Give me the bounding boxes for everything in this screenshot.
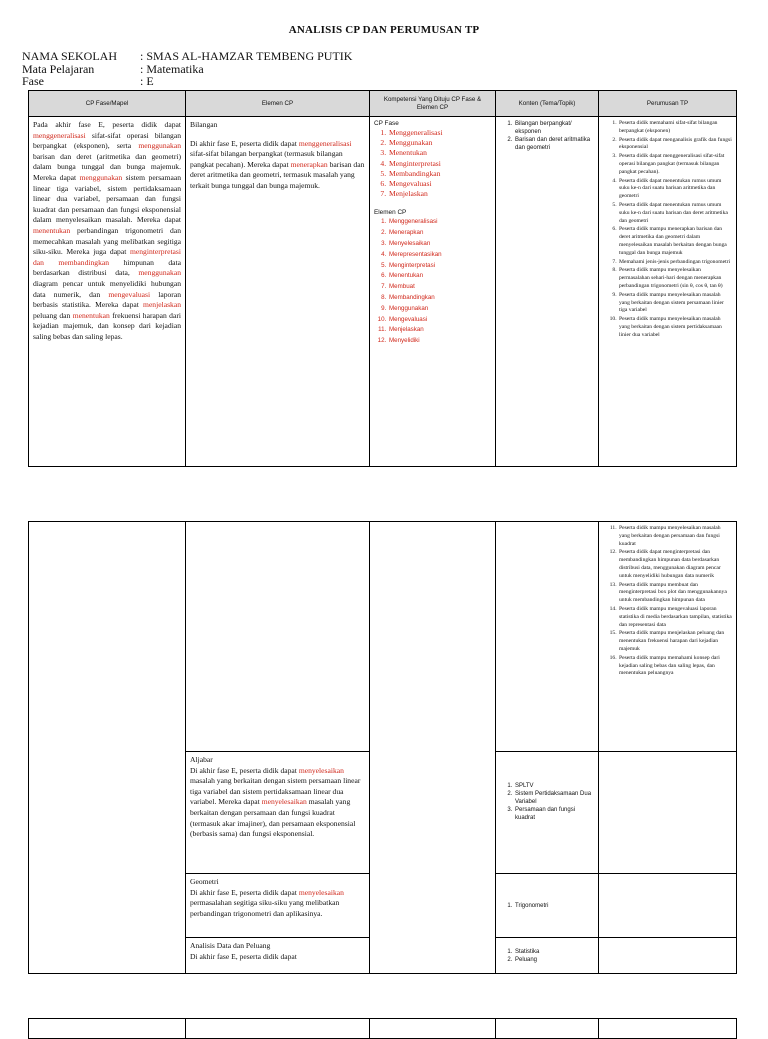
table-header-row bbox=[29, 91, 737, 117]
kompetensi-item: 2. Menggunakan bbox=[388, 138, 491, 148]
tp-item: 11. Peserta didik mampu menyelesaikan masalah yang berkaitan dengan persamaan dan fungsi kuadrat bbox=[618, 525, 732, 548]
highlighted-verb: menyelesaikan bbox=[298, 887, 344, 897]
konten-cell bbox=[496, 117, 599, 467]
meta-key: Mata Pelajaran bbox=[22, 61, 95, 76]
meta-key: NAMA SEKOLAH bbox=[22, 49, 118, 63]
tp-item: 12. Peserta didik dapat menginterpretasi dan membandingkan himpunan data berdasarkan distribusi data, menggunakan diagram pencar untuk menyelidiki hubungan data numerik bbox=[618, 549, 732, 580]
text-run: sifat-sifat bilangan berpangkat (termasuk bilangan pangkat pecahan). Mereka dapat bbox=[190, 149, 343, 169]
header-kompetensi: Kompetensi Yang Dituju CP Fase & Elemen CP bbox=[370, 91, 496, 117]
kompetensi-elemen-list bbox=[374, 217, 491, 347]
meta-key: Fase bbox=[22, 74, 44, 88]
tp-cell-empty bbox=[599, 938, 737, 974]
konten-item: 2. Sistem Pertidaksamaan Dua Variabel bbox=[514, 790, 594, 806]
text-run: masalah yang berkaitan dengan sistem persamaan linear tiga variabel dan sistem pertidaksamaan linear dua variabel. Mereka dapat bbox=[190, 776, 361, 807]
analysis-table-page2 bbox=[28, 521, 737, 974]
kompetensi-item: 12. Menyelidiki bbox=[388, 336, 491, 347]
tp-item: 13. Peserta didik mampu membuat dan menginterpretasi box plot dan menggunakannya untuk membandingkan himpunan data bbox=[618, 582, 732, 605]
highlighted-verb: menentukan bbox=[72, 310, 110, 320]
tp-item: 7. Memahami jenis-jenis perbandingan trigonometri bbox=[618, 259, 732, 267]
elemen-text-analisis: Di akhir fase E, peserta didik dapat bbox=[190, 951, 297, 961]
analysis-table-page3 bbox=[28, 1018, 737, 1039]
konten-item: 3. Persamaan dan fungsi kuadrat bbox=[514, 806, 594, 822]
elemen-text-aljabar bbox=[190, 766, 365, 840]
table-row bbox=[29, 117, 737, 467]
kompetensi-item: 1. Menggeneralisasi bbox=[388, 217, 491, 228]
konten-list-analisis bbox=[500, 948, 594, 964]
table-cell bbox=[186, 1019, 370, 1039]
kompetensi-cell-continued bbox=[370, 522, 496, 974]
highlighted-verb: menginterpretasi dan membandingkan bbox=[33, 247, 181, 267]
tp-list-part2 bbox=[603, 525, 732, 678]
kompetensi-item: 11. Menjelaskan bbox=[388, 325, 491, 336]
document-meta bbox=[22, 50, 352, 88]
cp-text-cell bbox=[29, 117, 186, 467]
elemen-text-geometri bbox=[190, 888, 365, 920]
kompetensi-item: 4. Menginterpretasi bbox=[388, 159, 491, 169]
konten-item: 2. Peluang bbox=[514, 956, 594, 964]
table-row bbox=[29, 522, 737, 752]
kompetensi-cell bbox=[370, 117, 496, 467]
tp-item: 1. Peserta didik memahami sifat-sifat bilangan berpangkat (eksponen) bbox=[618, 120, 732, 136]
elemen-cell-geometri bbox=[186, 874, 370, 938]
konten-cell-empty bbox=[496, 522, 599, 752]
tp-item: 14. Peserta didik mampu mengevaluasi laporan statistika di media berdasarkan tampilan, statistika dan representasi data bbox=[618, 606, 732, 629]
tp-cell bbox=[599, 117, 737, 467]
highlighted-verb: menyelesaikan bbox=[298, 765, 344, 775]
kompetensi-item: 10. Mengevaluasi bbox=[388, 315, 491, 326]
meta-value: : SMAS AL-HAMZAR TEMBENG PUTIK bbox=[140, 49, 353, 63]
elemen-cell-aljabar bbox=[186, 752, 370, 874]
kompetensi-item: 5. Menginterpretasi bbox=[388, 261, 491, 272]
tp-item: 3. Peserta didik dapat menggeneralisasi sifat-sifat operasi bilangan pangkat (termasuk bilangan pangkat pecahan). bbox=[618, 153, 732, 176]
text-run: Di akhir fase E, peserta didik dapat bbox=[190, 138, 299, 148]
tp-item: 8. Peserta didik mampu menyelesaikan permasalahan sehari-hari dengan menerapkan perbandingan trigonometri (sin θ, cos θ, tan θ) bbox=[618, 267, 732, 290]
text-run: frekuensi harapan dari kejadian majemuk, dan konsep dari kejadian saling bebas dan saling lepas. bbox=[33, 310, 181, 341]
text-run: sistem persamaan linear tiga variabel, sistem pertidaksamaan linear dua variabel, persamaan dan fungsi kuadrat dan persamaan dan fungsi eksponensial dalam menyelesaikan masalah. Mereka dapat bbox=[33, 172, 181, 225]
header-elemen-cp: Elemen CP bbox=[186, 91, 370, 117]
elemen-text-bilangan bbox=[190, 139, 365, 192]
text-run: barisan dan deret aritmetika dan geometri, termasuk masalah yang terkait bunga tunggal dan bunga majemuk. bbox=[190, 159, 365, 190]
text-run: perbandingan trigonometri dan memecahkan masalah yang melibatkan segitiga siku-siku. Mereka juga dapat bbox=[33, 225, 181, 257]
elemen-title-aljabar: Aljabar bbox=[190, 755, 213, 764]
konten-item: 1. Trigonometri bbox=[514, 902, 594, 910]
text-run: permasalahan segitiga siku-siku yang melibatkan perbandingan trigonometri dan aplikasinya. bbox=[190, 898, 340, 918]
highlighted-verb: menggunakan bbox=[138, 141, 181, 151]
kompetensi-item: 3. Menyelesaikan bbox=[388, 239, 491, 250]
text-run: laporan berbasis statistika. Mereka dapat bbox=[33, 289, 182, 310]
konten-cell-geometri bbox=[496, 874, 599, 938]
tp-cell-empty bbox=[599, 752, 737, 874]
kompetensi-item: 9. Menggunakan bbox=[388, 304, 491, 315]
konten-item: 1. SPLTV bbox=[514, 782, 594, 790]
highlighted-verb: mengevaluasi bbox=[108, 289, 151, 299]
kompetensi-elemen-label: Elemen CP bbox=[374, 209, 407, 217]
tp-item: 4. Peserta didik dapat menentukan rumus umum suku ke-n dari suatu barisan aritmetika dan geometri bbox=[618, 178, 732, 201]
table-cell bbox=[29, 1019, 186, 1039]
tp-cell-empty bbox=[599, 874, 737, 938]
cp-text-cell-continued bbox=[29, 522, 186, 974]
konten-item: 1. Bilangan berpangkat/ eksponen bbox=[514, 120, 594, 136]
meta-row-school bbox=[22, 50, 352, 63]
header-konten: Konten (Tema/Topik) bbox=[496, 91, 599, 117]
text-run: masalah yang berkaitan dengan persamaan dan fungsi kuadrat (termasuk akar imajiner), dan persamaan eksponensial (berbasis sama) dan fungsi eksponensial. bbox=[190, 797, 356, 839]
tp-item: 2. Peserta didik dapat menganalisis grafik dan fungsi eksponensial bbox=[618, 137, 732, 153]
tp-item: 15. Peserta didik mampu menjelaskan peluang dan menentukan frekuensi harapan dari kejadian majemuk bbox=[618, 630, 732, 653]
kompetensi-item: 2. Menerapkan bbox=[388, 228, 491, 239]
highlighted-verb: menggunakan bbox=[138, 268, 181, 278]
tp-item: 16. Peserta didik mampu memahami konsep dari kejadian saling bebas dan saling lepas, dan menentukan peluangnya bbox=[618, 655, 732, 678]
elemen-title-geometri: Geometri bbox=[190, 877, 219, 886]
kompetensi-cp-list bbox=[374, 128, 491, 199]
document-title: ANALISIS CP DAN PERUMUSAN TP bbox=[288, 24, 480, 36]
kompetensi-item: 6. Mengevaluasi bbox=[388, 179, 491, 189]
meta-value: : Matematika bbox=[140, 61, 204, 76]
meta-row-subject bbox=[22, 63, 352, 76]
cp-paragraph bbox=[33, 120, 181, 341]
kompetensi-item: 7. Menjelaskan bbox=[388, 189, 491, 199]
meta-row-phase bbox=[22, 75, 352, 88]
elemen-cell-empty bbox=[186, 522, 370, 752]
kompetensi-cp-label: CP Fase bbox=[374, 120, 399, 127]
highlighted-verb: menerapkan bbox=[290, 159, 328, 169]
highlighted-verb: menggeneralisasi bbox=[298, 138, 352, 148]
kompetensi-item: 7. Membuat bbox=[388, 282, 491, 293]
tp-list-part1 bbox=[603, 120, 732, 340]
analysis-table-page1 bbox=[28, 90, 737, 467]
table-cell bbox=[599, 1019, 737, 1039]
text-run: sifat-sifat operasi bilangan berpangkat (eksponen), serta bbox=[33, 130, 181, 151]
table-cell bbox=[496, 1019, 599, 1039]
tp-item: 9. Peserta didik mampu menyelesaikan masalah yang berkaitan dengan sistem persamaan linier tiga variabel bbox=[618, 292, 732, 315]
highlighted-verb: menyelesaikan bbox=[261, 797, 307, 807]
elemen-title-analisis: Analisis Data dan Peluang bbox=[190, 941, 271, 950]
highlighted-verb: menggunakan bbox=[79, 172, 123, 182]
text-run: barisan dan deret (aritmetika dan geometri) dalam bunga tunggal dan bunga majemuk. Mereka dapat bbox=[33, 151, 181, 182]
tp-cell-continued bbox=[599, 522, 737, 752]
konten-list-aljabar bbox=[500, 782, 594, 822]
meta-value: : E bbox=[140, 74, 154, 88]
header-cp-fase: CP Fase/Mapel bbox=[29, 91, 186, 117]
konten-item: 2. Barisan dan deret aritmatika dan geometri bbox=[514, 136, 594, 152]
text-run: peluang dan bbox=[33, 310, 73, 320]
tp-item: 6. Peserta didik mampu menerapkan barisan dan deret aritmetika dan geometri dalam menyelesaikan masalah berkaitan dengan bunga tunggal dan bunga majemuk bbox=[618, 226, 732, 257]
text-run: diagram pencar untuk menyelidiki hubungan data numerik, dan bbox=[33, 278, 181, 299]
konten-item: 1. Statistika bbox=[514, 948, 594, 956]
kompetensi-item: 3. Menentukan bbox=[388, 148, 491, 158]
text-run: Pada akhir fase E, peserta didik dapat bbox=[33, 120, 181, 129]
header-perumusan-tp: Perumusan TP bbox=[599, 91, 737, 117]
kompetensi-item: 8. Membandingkan bbox=[388, 293, 491, 304]
konten-list-geometri bbox=[500, 902, 594, 910]
text-run: Di akhir fase E, peserta didik dapat bbox=[190, 765, 299, 775]
table-row bbox=[29, 1019, 737, 1039]
kompetensi-item: 5. Membandingkan bbox=[388, 169, 491, 179]
tp-item: 5. Peserta didik dapat menentukan rumus umum suku ke-n dari suatu barisan dan deret aritmetika dan geometri bbox=[618, 202, 732, 225]
kompetensi-item: 1. Menggeneralisasi bbox=[388, 128, 491, 138]
kompetensi-item: 6. Menentukan bbox=[388, 271, 491, 282]
tp-item: 10. Peserta didik mampu menyelesaikan masalah yang berkaitan dengan sistem pertidaksamaan linier dua variabel bbox=[618, 316, 732, 339]
highlighted-verb: menentukan bbox=[33, 225, 71, 235]
elemen-cell-analisis bbox=[186, 938, 370, 974]
konten-cell-analisis bbox=[496, 938, 599, 974]
konten-cell-aljabar bbox=[496, 752, 599, 874]
text-run: himpunan data berdasarkan distribusi data, bbox=[33, 257, 181, 278]
elemen-title-bilangan: Bilangan bbox=[190, 120, 218, 129]
highlighted-verb: menggeneralisasi bbox=[33, 130, 86, 140]
highlighted-verb: menjelaskan bbox=[143, 300, 181, 310]
elemen-cell bbox=[186, 117, 370, 467]
konten-list-bilangan bbox=[500, 120, 594, 152]
text-run: Di akhir fase E, peserta didik dapat bbox=[190, 887, 299, 897]
kompetensi-item: 4. Merepresentasikan bbox=[388, 250, 491, 261]
table-cell bbox=[370, 1019, 496, 1039]
